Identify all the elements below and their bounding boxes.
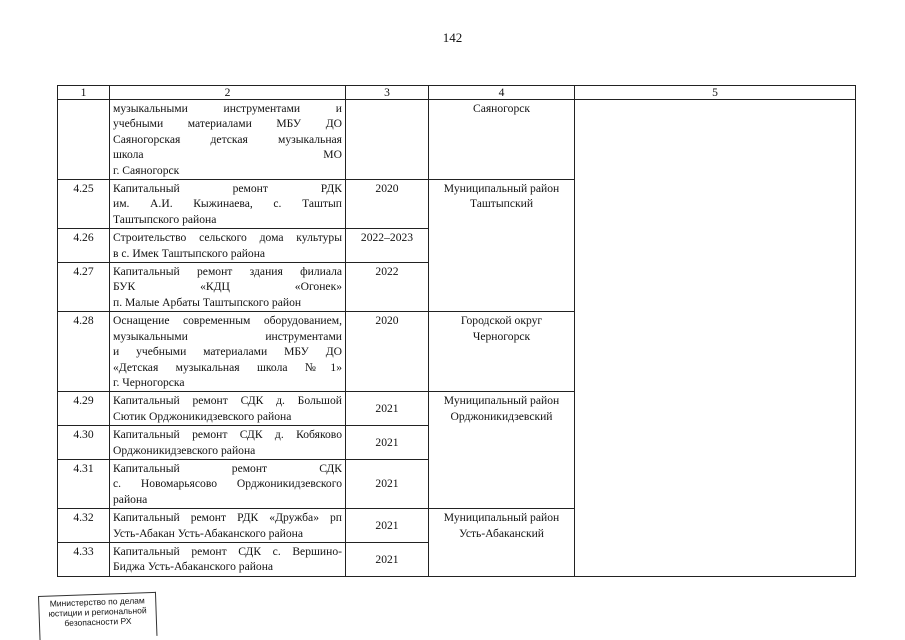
- page-number: 142: [442, 30, 463, 45]
- row-number: 4.33: [58, 542, 110, 576]
- row-description: [110, 426, 346, 460]
- row-year: 2022–2023: [346, 229, 429, 263]
- description-line: Капитальный ремонт здания филиала: [113, 265, 342, 279]
- row-number: 4.31: [58, 459, 110, 508]
- row-description: [110, 392, 346, 426]
- row-location: Муниципальный район Орджоникидзевский: [429, 392, 575, 509]
- ministry-stamp: [38, 592, 157, 640]
- row-year: 2021: [346, 392, 429, 426]
- column-header-5: 5: [575, 86, 856, 100]
- description-line: Капитальный ремонт СДК: [113, 461, 342, 475]
- description-line: учебными материалами МБУ ДО: [113, 117, 342, 131]
- row-year: 2020: [346, 312, 429, 392]
- row-location: Саяногорск: [429, 100, 575, 180]
- row-year: 2021: [346, 459, 429, 508]
- description-line: БУК «КДЦ «Огонек»: [113, 280, 342, 294]
- row-location: Муниципальный район Усть-Абаканский: [429, 509, 575, 577]
- row-description: [110, 180, 346, 229]
- row-description: [110, 509, 346, 543]
- row-year: 2021: [346, 509, 429, 543]
- row-number: [58, 100, 110, 180]
- description-line: музыкальными инструментами и: [113, 102, 342, 115]
- description-line: п. Малые Арбаты Таштыпского район: [113, 295, 302, 309]
- row-description: [110, 263, 346, 312]
- row-description: [110, 459, 346, 508]
- description-line: Капитальный ремонт СДК д. Кобяково: [113, 428, 342, 442]
- description-line: Оснащение современным оборудованием,: [113, 314, 342, 328]
- column-5-cell: [575, 100, 856, 577]
- table-header-row: [58, 86, 856, 100]
- row-year: [346, 100, 429, 180]
- stamp-line: Министерство по делам: [49, 595, 145, 609]
- description-line: Строительство сельского дома культуры: [113, 231, 342, 245]
- description-line: Капитальный ремонт СДК с. Вершино-: [113, 544, 342, 558]
- table-row: [58, 100, 856, 180]
- description-line: им. А.И. Кыжинаева, с. Таштып: [113, 197, 342, 211]
- description-line: г. Черногорска: [113, 375, 185, 389]
- description-line: г. Саяногорск: [113, 163, 180, 177]
- column-header-1: 1: [58, 86, 110, 100]
- row-number: 4.26: [58, 229, 110, 263]
- row-description: [110, 100, 346, 180]
- description-line: Сютик Орджоникидзевского района: [113, 409, 292, 423]
- description-line: Таштыпского района: [113, 212, 217, 226]
- description-line: Орджоникидзевского района: [113, 443, 256, 457]
- row-location: Городской округ Черногорск: [429, 312, 575, 392]
- row-year: 2022: [346, 263, 429, 312]
- row-year: 2021: [346, 542, 429, 576]
- column-header-2: 2: [110, 86, 346, 100]
- description-line: и учебными материалами МБУ ДО: [113, 345, 342, 359]
- row-description: [110, 229, 346, 263]
- row-number: 4.30: [58, 426, 110, 460]
- row-number: 4.27: [58, 263, 110, 312]
- row-number: 4.25: [58, 180, 110, 229]
- row-description: [110, 312, 346, 392]
- column-header-3: 3: [346, 86, 429, 100]
- column-header-4: 4: [429, 86, 575, 100]
- description-line: Капитальный ремонт РДК: [113, 182, 342, 196]
- description-line: Капитальный ремонт РДК «Дружба» рп: [113, 511, 342, 525]
- description-line: «Детская музыкальная школа №1»: [113, 360, 342, 374]
- description-line: школа МО: [113, 148, 342, 162]
- description-line: в с. Имек Таштыпского района: [113, 246, 266, 260]
- row-description: [110, 542, 346, 576]
- row-year: 2020: [346, 180, 429, 229]
- stamp-line: юстиции и региональной: [48, 605, 147, 619]
- description-line: музыкальными инструментами: [113, 329, 342, 343]
- description-line: Биджа Усть-Абаканского района: [113, 560, 274, 574]
- description-line: района: [113, 492, 148, 506]
- stamp-line: безопасности РХ: [64, 615, 132, 629]
- description-line: Капитальный ремонт СДК д. Большой: [113, 394, 342, 408]
- row-number: 4.29: [58, 392, 110, 426]
- description-line: Усть-Абакан Усть-Абаканского района: [113, 526, 303, 540]
- measures-table: [57, 85, 856, 577]
- row-number: 4.32: [58, 509, 110, 543]
- description-line: с. Новомарьясово Орджоникидзевского: [113, 477, 342, 491]
- row-location: Муниципальный район Таштыпский: [429, 180, 575, 312]
- row-year: 2021: [346, 426, 429, 460]
- description-line: Саяногорская детская музыкальная: [113, 132, 342, 146]
- row-number: 4.28: [58, 312, 110, 392]
